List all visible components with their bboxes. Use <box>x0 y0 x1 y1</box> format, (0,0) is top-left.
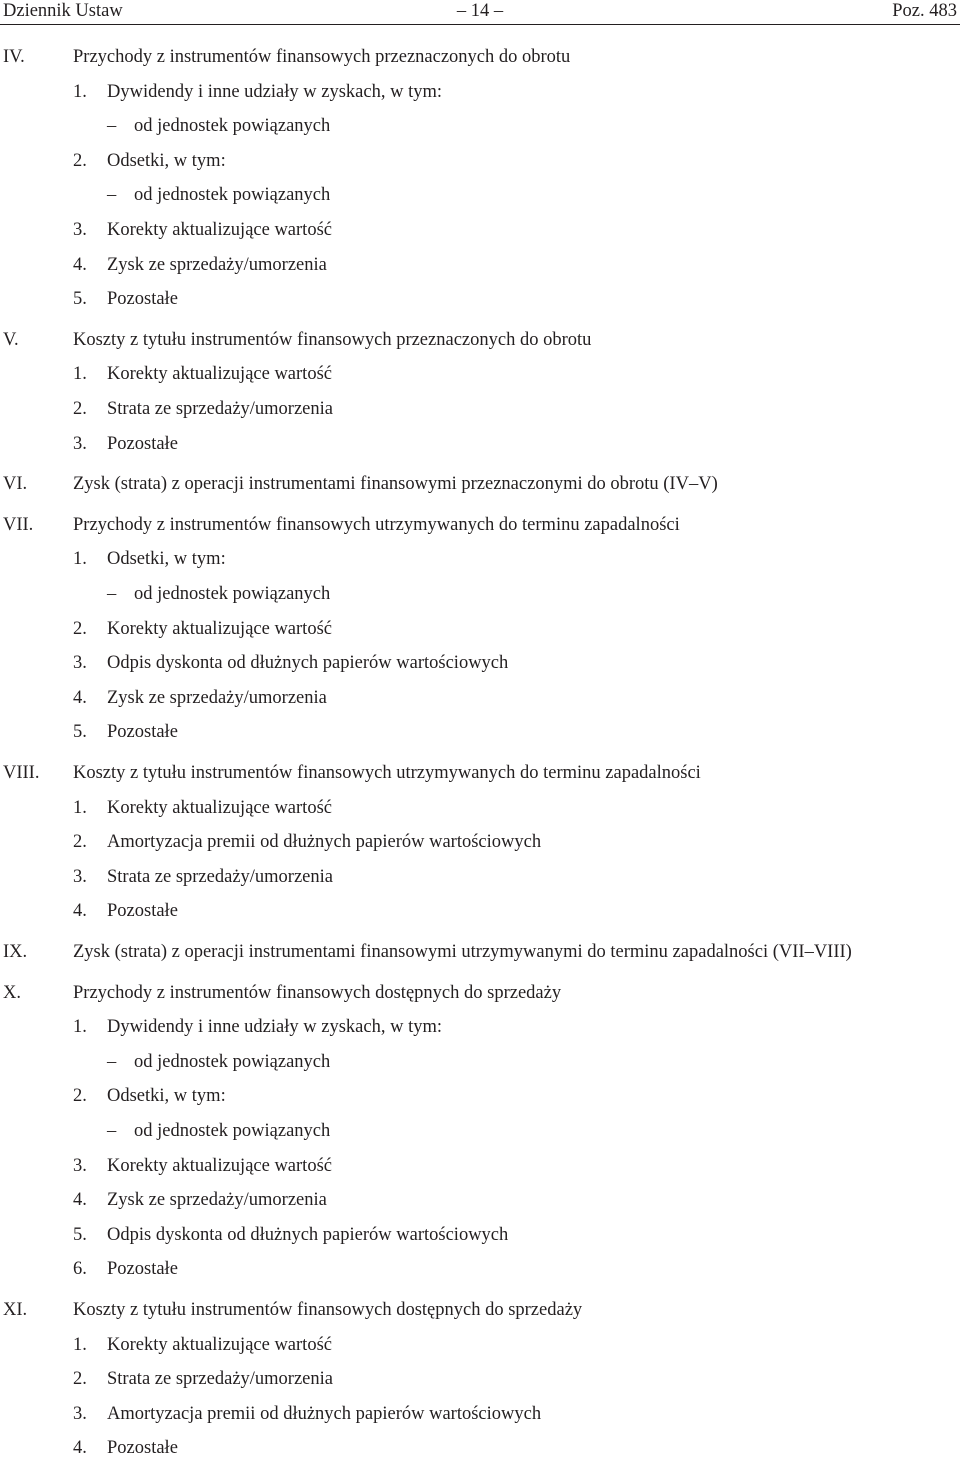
list-item <box>73 435 178 454</box>
section-number: VIII. <box>3 763 40 783</box>
item-text: Zysk ze sprzedaży/umorzenia <box>107 687 327 708</box>
page-header <box>0 0 960 25</box>
item-number: 1. <box>73 364 87 385</box>
list-item <box>73 290 178 309</box>
item-number: 2. <box>73 1086 87 1107</box>
item-text: Odpis dyskonta od dłużnych papierów wartościowych <box>107 653 509 674</box>
list-item <box>73 400 333 419</box>
item-number: 1. <box>73 1017 87 1038</box>
sub-item <box>107 117 330 136</box>
list-item <box>73 620 332 639</box>
item-number: 5. <box>73 722 87 743</box>
section-title: Koszty z tytułu instrumentów finansowych przeznaczonych do obrotu <box>73 329 592 350</box>
sub-item-text: od jednostek powiązanych <box>134 1121 331 1141</box>
item-number: 3. <box>73 866 87 887</box>
item-number: 3. <box>73 1155 87 1176</box>
position-number: Poz. 483 <box>892 1 957 21</box>
item-number: 2. <box>73 150 87 171</box>
sub-item-text: od jednostek powiązanych <box>134 185 331 206</box>
item-number: 5. <box>73 1224 87 1245</box>
item-text: Strata ze sprzedaży/umorzenia <box>107 866 333 887</box>
sub-item <box>107 1053 330 1072</box>
section-number: VI. <box>3 474 28 495</box>
list-item <box>73 152 226 171</box>
list-item <box>73 1370 333 1389</box>
sub-item-text: od jednostek powiązanych <box>134 116 331 137</box>
item-number: 4. <box>73 1190 87 1211</box>
item-number: 5. <box>73 289 87 310</box>
list-item <box>73 1439 178 1458</box>
item-text: Amortyzacja premii od dłużnych papierów wartościowych <box>107 1403 542 1424</box>
item-text: Dywidendy i inne udziały w zyskach, w tym: <box>107 81 442 102</box>
list-item <box>73 1336 332 1355</box>
list-item <box>73 799 332 818</box>
list-item <box>73 83 442 102</box>
item-number: 3. <box>73 653 87 674</box>
section-number: IV. <box>3 47 25 67</box>
sub-item-text: od jednostek powiązanych <box>134 1051 331 1072</box>
item-number: 1. <box>73 81 87 102</box>
item-text: Pozostałe <box>107 433 178 454</box>
item-text: Amortyzacja premii od dłużnych papierów wartościowych <box>107 832 542 853</box>
list-item <box>73 1405 541 1424</box>
section-title: Koszty z tytułu instrumentów finansowych dostępnych do sprzedaży <box>73 1300 583 1320</box>
dash-bullet: – <box>107 116 117 137</box>
sub-item <box>107 1122 330 1141</box>
dash-bullet: – <box>107 1121 117 1141</box>
section-title: Zysk (strata) z operacji instrumentami finansowymi utrzymywanymi do terminu zapadalności (VII–VIII) <box>73 942 852 962</box>
list-item <box>73 1018 442 1037</box>
item-number: 1. <box>73 797 87 818</box>
item-number: 6. <box>73 1259 87 1280</box>
item-number: 4. <box>73 254 87 275</box>
sub-item-text: od jednostek powiązanych <box>134 584 331 604</box>
item-text: Odsetki, w tym: <box>107 150 226 171</box>
list-item <box>73 1157 332 1176</box>
section-title: Koszty z tytułu instrumentów finansowych utrzymywanych do terminu zapadalności <box>73 763 701 783</box>
item-number: 2. <box>73 1369 87 1390</box>
item-text: Zysk ze sprzedaży/umorzenia <box>107 254 327 275</box>
list-item <box>73 365 332 384</box>
list-item <box>73 902 178 921</box>
item-text: Strata ze sprzedaży/umorzenia <box>107 1369 333 1390</box>
section-number: XI. <box>3 1300 28 1320</box>
item-text: Pozostałe <box>107 1259 178 1280</box>
item-text: Korekty aktualizujące wartość <box>107 618 332 639</box>
section-title: Przychody z instrumentów finansowych dostępnych do sprzedaży <box>73 982 562 1003</box>
item-text: Korekty aktualizujące wartość <box>107 797 332 818</box>
section-title: Zysk (strata) z operacji instrumentami finansowymi przeznaczonymi do obrotu (IV–V) <box>73 474 718 495</box>
section-title: Przychody z instrumentów finansowych utrzymywanych do terminu zapadalności <box>73 514 680 535</box>
list-item <box>73 1226 508 1245</box>
section-number: IX. <box>3 942 28 962</box>
list-item <box>73 1260 178 1279</box>
list-item <box>73 868 333 887</box>
list-item <box>73 550 226 569</box>
dash-bullet: – <box>107 185 117 206</box>
section-number: V. <box>3 329 19 350</box>
list-item <box>73 689 327 708</box>
item-number: 1. <box>73 1334 87 1355</box>
item-text: Pozostałe <box>107 289 178 310</box>
item-number: 1. <box>73 549 87 570</box>
item-number: 3. <box>73 1403 87 1424</box>
item-number: 4. <box>73 687 87 708</box>
item-text: Korekty aktualizujące wartość <box>107 364 332 385</box>
item-text: Pozostałe <box>107 901 178 922</box>
item-text: Pozostałe <box>107 722 178 743</box>
list-item <box>73 1087 226 1106</box>
dash-bullet: – <box>107 584 117 604</box>
item-number: 4. <box>73 1438 87 1458</box>
item-number: 2. <box>73 832 87 853</box>
list-item <box>73 221 332 240</box>
item-text: Dywidendy i inne udziały w zyskach, w tym: <box>107 1017 442 1038</box>
item-text: Strata ze sprzedaży/umorzenia <box>107 399 333 419</box>
section-number: VII. <box>3 514 34 535</box>
item-text: Korekty aktualizujące wartość <box>107 1334 332 1355</box>
page-number: – 14 – <box>456 1 504 21</box>
item-text: Zysk ze sprzedaży/umorzenia <box>107 1190 327 1211</box>
dash-bullet: – <box>107 1051 117 1072</box>
item-number: 2. <box>73 618 87 639</box>
list-item <box>73 256 327 275</box>
item-text: Pozostałe <box>107 1438 178 1458</box>
sub-item <box>107 585 330 604</box>
item-text: Odsetki, w tym: <box>107 1086 226 1107</box>
item-number: 3. <box>73 433 87 454</box>
section-title: Przychody z instrumentów finansowych przeznaczonych do obrotu <box>73 47 571 67</box>
item-text: Korekty aktualizujące wartość <box>107 1155 332 1176</box>
list-item <box>73 833 541 852</box>
item-text: Korekty aktualizujące wartość <box>107 220 332 240</box>
journal-title: Dziennik Ustaw <box>3 1 123 21</box>
item-number: 2. <box>73 399 87 419</box>
section-number: X. <box>3 982 21 1003</box>
item-text: Odpis dyskonta od dłużnych papierów wartościowych <box>107 1224 509 1245</box>
sub-item <box>107 186 330 205</box>
list-item <box>73 654 508 673</box>
list-item <box>73 723 178 742</box>
list-item <box>73 1191 327 1210</box>
item-text: Odsetki, w tym: <box>107 549 226 570</box>
item-number: 3. <box>73 220 87 240</box>
item-number: 4. <box>73 901 87 922</box>
